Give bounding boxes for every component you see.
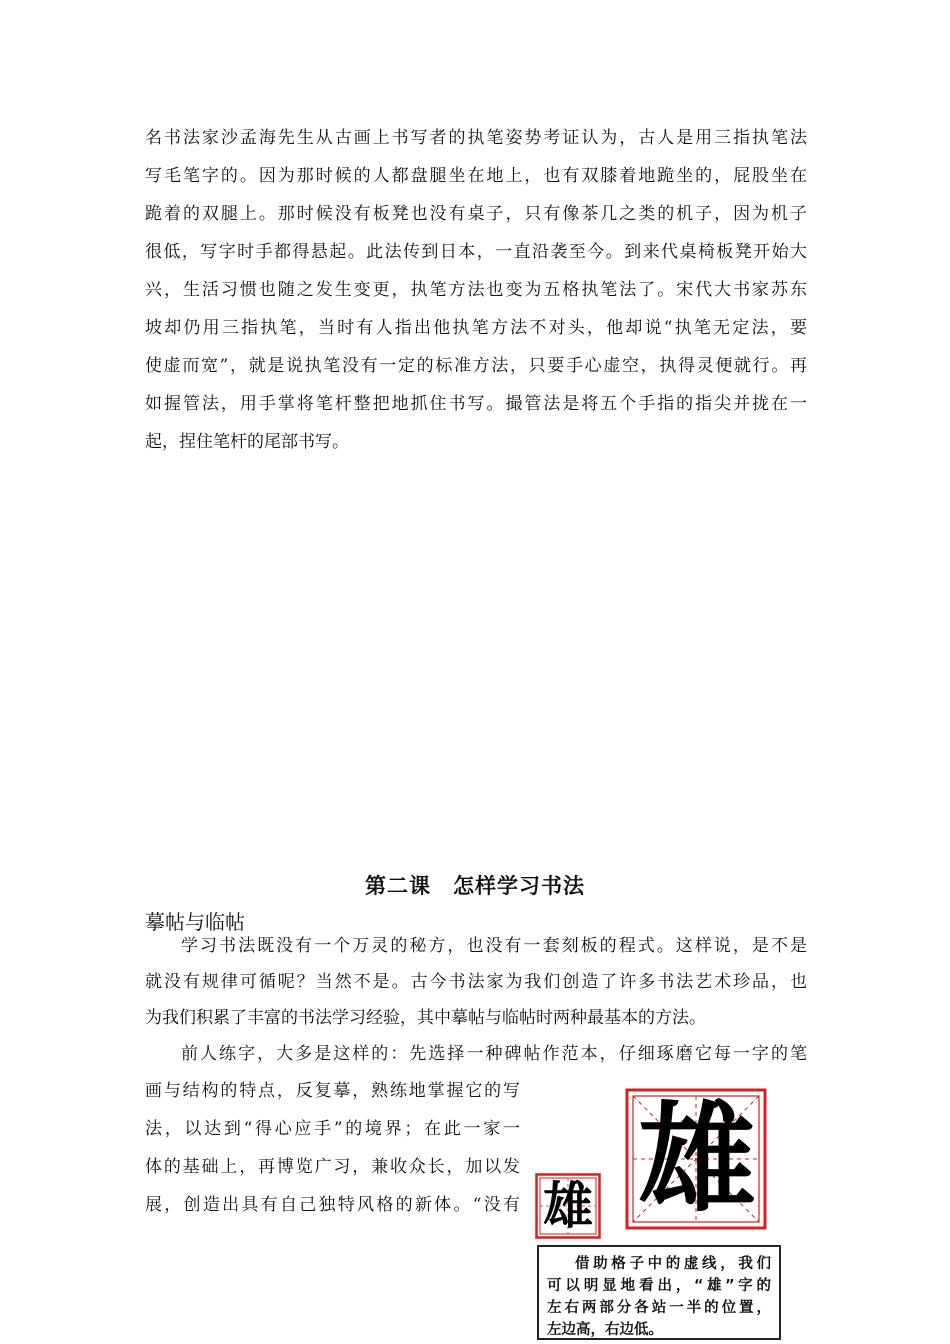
large-character: 雄 <box>637 1090 756 1228</box>
text-line: 坡却仍用三指执笔，当时有人指出他执笔方法不对头，他却说“执笔无定法，要 <box>145 318 807 338</box>
text-line: 很低，写字时手都得悬起。此法传到日本，一直沿袭至今。到来代桌椅板凳开始大 <box>145 242 807 262</box>
caption-line: 借助格子中的虚线，我们 <box>575 1256 771 1272</box>
lesson-title: 第二课 怎样学习书法 <box>365 874 585 898</box>
character-grid-figure <box>535 1085 785 1344</box>
paragraph-copying <box>145 932 807 1076</box>
caption-line: 左右两部分各站一半的位置， <box>547 1300 771 1316</box>
text-line: 画与结构的特点，反复摹，熟练地掌握它的写 <box>145 1081 520 1101</box>
text-line: 法，以达到“得心应手”的境界；在此一家一 <box>145 1119 520 1139</box>
figure-caption <box>537 1245 781 1340</box>
text-line: 如握管法，用手掌将笔杆整把地抓住书写。撮管法是将五个手指的指尖并拢在一 <box>145 394 807 414</box>
text-line: 前人练字，大多是这样的：先选择一种碑帖作范本，仔细琢磨它每一字的笔 <box>181 1044 807 1064</box>
section-title: 摹帖与临帖 <box>145 910 245 934</box>
text-line: 体的基础上，再博览广习，兼收众长，加以发 <box>145 1157 520 1177</box>
text-line: 兴，生活习惯也随之发生变更，执笔方法也变为五格执笔法了。宋代大书家苏东 <box>145 280 807 300</box>
text-line: 就没有规律可循呢？当然不是。古今书法家为我们创造了许多书法艺术珍品，也 <box>145 972 807 992</box>
caption-line: 可以明显地看出，“雄”字的 <box>547 1278 771 1294</box>
caption-line: 左边高，右边低。 <box>547 1322 663 1338</box>
paragraph-pen-holding <box>145 124 807 466</box>
text-line: 展，创造出具有自己独特风格的新体。“没有 <box>145 1195 520 1215</box>
text-line: 名书法家沙孟海先生从古画上书写者的执笔姿势考证认为，古人是用三指执笔法 <box>145 128 807 148</box>
text-line: 起，捏住笔杆的尾部书写。 <box>145 432 349 452</box>
small-character: 雄 <box>543 1177 593 1235</box>
paragraph-practice <box>145 1077 520 1229</box>
text-line: 跪着的双腿上。那时候没有板凳也没有桌子，只有像茶几之类的机子，因为机子 <box>145 204 807 224</box>
text-line: 为我们积累了丰富的书法学习经验，其中摹帖与临帖时两种最基本的方法。 <box>145 1008 706 1028</box>
text-line: 写毛笔字的。因为那时候的人都盘腿坐在地上，也有双膝着地跪坐的，屁股坐在 <box>145 166 807 186</box>
text-line: 学习书法既没有一个万灵的秘方，也没有一套刻板的程式。这样说，是不是 <box>181 936 807 956</box>
text-line: 使虚而宽”，就是说执笔没有一定的标准方法，只要手心虚空，执得灵便就行。再 <box>145 356 807 376</box>
